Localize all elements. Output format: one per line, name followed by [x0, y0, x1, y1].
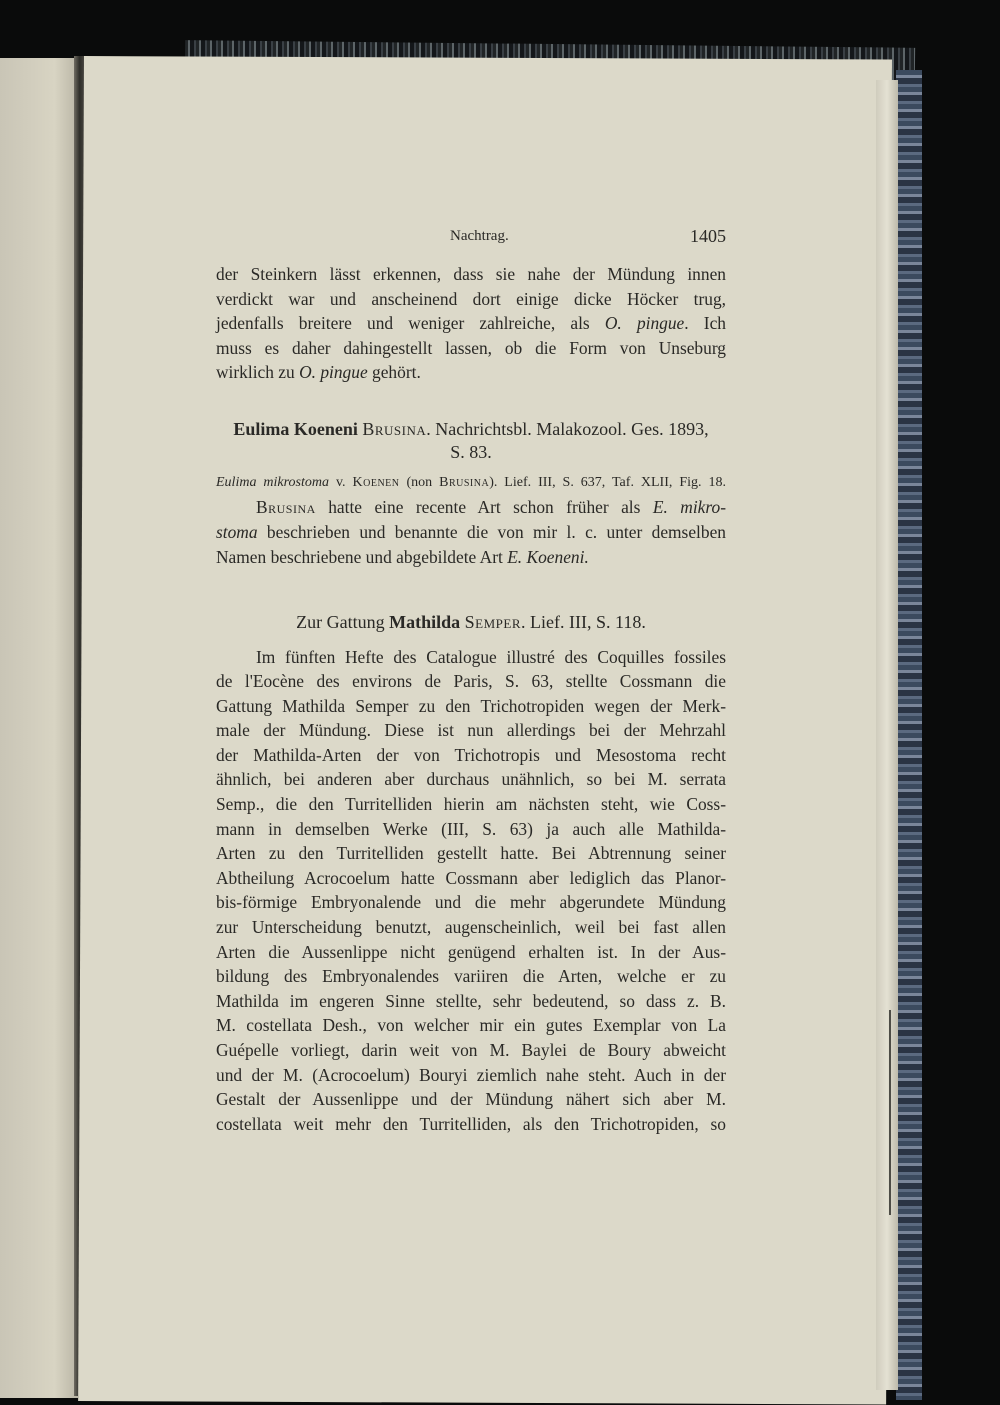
species-heading-cont: S. 83.: [450, 441, 492, 462]
text-line: M. costellata Desh., von welcher mir ein gutes Exemplar von La: [216, 1015, 726, 1036]
running-head: [216, 226, 726, 250]
text-line: de l'Eocène des environs de Paris, S. 63, stellte Cossmann die: [216, 671, 726, 692]
text-line: verdickt war und anscheinend dort einige dicke Höcker trug,: [216, 288, 726, 309]
text-line: Im fünften Hefte des Catalogue illustré des Coquilles fossiles: [256, 646, 726, 667]
text-line: costellata weit mehr den Turritelliden, als den Trichotropiden, so: [216, 1113, 726, 1134]
species-heading: Eulima Koeneni Brusina. Nachrichtsbl. Malakozool. Ges. 1893,: [233, 418, 709, 439]
text-line: Arten die Aussenlippe nicht genügend erhalten ist. In der Aus-: [216, 941, 726, 962]
page-number: 1405: [690, 226, 726, 246]
synonym-line: Eulima mikrostoma v. Koenen (non Brusina). Lief. III, S. 637, Taf. XLII, Fig. 18.: [216, 474, 726, 490]
text-line: Abtheilung Acrocoelum hatte Cossmann aber lediglich das Planor-: [216, 867, 726, 888]
text-line: bildung des Embryonalendes variiren die Arten, welche er zu: [216, 966, 726, 987]
genus-heading: Zur Gattung Mathilda Semper. Lief. III, S. 118.: [296, 611, 646, 632]
text-line: mann in demselben Werke (III, S. 63) ja auch alle Mathilda-: [216, 818, 726, 839]
page-stack-edge: [876, 80, 898, 1390]
paragraph-1: [216, 262, 726, 385]
running-title: Nachtrag.: [450, 228, 509, 244]
section-mathilda: [216, 612, 726, 1137]
text-line: wirklich zu O. pingue gehört.: [216, 362, 421, 382]
text-line: muss es daher dahingestellt lassen, ob die Form von Unseburg: [216, 337, 726, 358]
book-spine-right: [896, 70, 922, 1400]
text-line: Gattung Mathilda Semper zu den Trichotropiden wegen der Merk-: [216, 695, 726, 716]
text-line: Guépelle vorliegt, darin weit von M. Baylei de Boury abweicht: [216, 1040, 726, 1060]
text-line: Brusina hatte eine recente Art schon früher als E. mikro-: [256, 496, 726, 517]
text-line: der Steinkern lässt erkennen, dass sie nahe der Mündung innen: [216, 264, 726, 284]
text-line: Gestalt der Aussenlippe und der Mündung nähert sich aber M.: [216, 1089, 726, 1110]
text-line: stoma beschrieben und benannte die von mir l. c. unter demselben: [216, 521, 726, 542]
section-eulima: [216, 419, 726, 570]
text-line: ähnlich, bei anderen aber durchaus unähnlich, so bei M. serrata: [216, 769, 726, 790]
facing-page-edge: [0, 58, 78, 1398]
text-line: Mathilda im engeren Sinne stellte, sehr bedeutend, so dass z. B.: [216, 990, 726, 1011]
paragraph-2: [216, 495, 726, 570]
margin-rule: [889, 1010, 891, 1215]
text-line: der Mathilda-Arten der von Trichotropis und Mesostoma recht: [216, 744, 726, 765]
text-line: bis-förmige Embryonalende und die mehr abgerundete Mündung: [216, 892, 726, 913]
text-line: Semp., die den Turritelliden hierin am nächsten steht, wie Coss-: [216, 794, 726, 815]
paragraph-3: [216, 645, 726, 1137]
text-line: zur Unterscheidung benutzt, augenscheinlich, weil bei fast allen: [216, 917, 726, 938]
text-line: Namen beschriebene und abgebildete Art E. Koeneni.: [216, 546, 589, 567]
page-text: [216, 226, 726, 1136]
text-line: jedenfalls breitere und weniger zahlreiche, als O. pingue. Ich: [216, 313, 726, 333]
text-line: male der Mündung. Diese ist nun allerdings bei der Mehrzahl: [216, 720, 726, 741]
text-line: Arten zu den Turritelliden gestellt hatte. Bei Abtrennung seiner: [216, 843, 726, 864]
text-line: und der M. (Acrocoelum) Bouryi ziemlich nahe steht. Auch in der: [216, 1064, 726, 1085]
